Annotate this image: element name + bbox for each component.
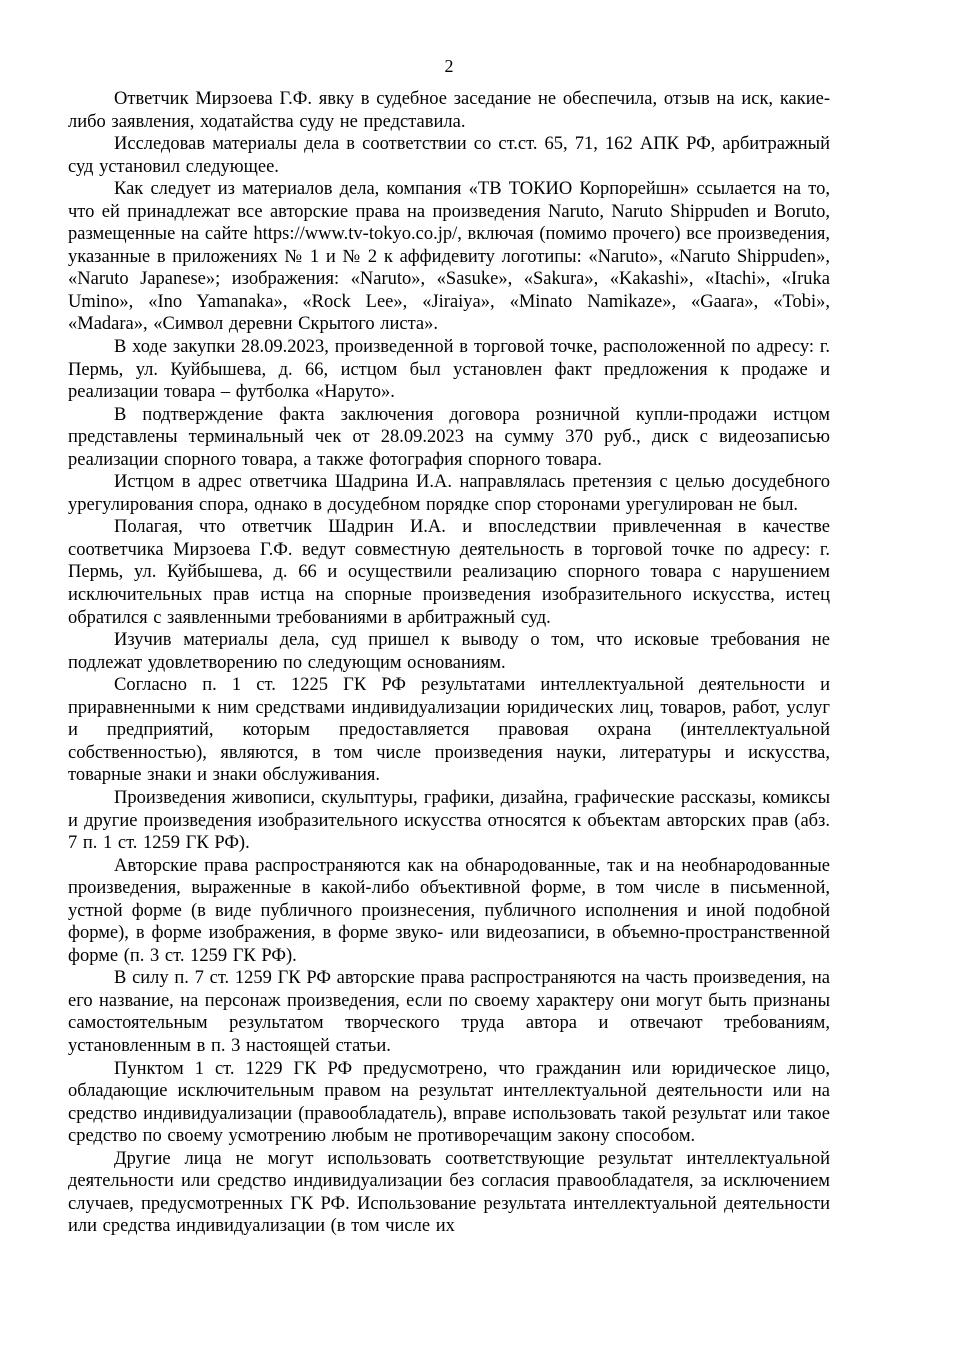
paragraph-gk-1229: Пунктом 1 ст. 1229 ГК РФ предусмотрено, что гражданин или юридическое лицо, обладающие исключительным правом на результат интеллектуальной деятельности или на средство индивидуализации (правообладатель), вправе использовать такой результат или такое средство по своему усмотрению любым не противоречащим закону способом. [68,1058,830,1147]
paragraph-gk-1259-p7: В силу п. 7 ст. 1259 ГК РФ авторские права распространяются на часть произведения, на его название, на персонаж произведения, если по своему характеру они могут быть признаны самостоятельным результатом творческого труда автора и отвечают требованиям, установленным в п. 3 настоящей статьи. [68,968,830,1056]
paragraph-court-examined: Исследовав материалы дела в соответствии со ст.ст. 65, 71, 162 АПК РФ, арбитражный суд установил следующее. [68,134,830,177]
paragraph-art-objects: Произведения живописи, скульптуры, графики, дизайна, графические рассказы, комиксы и другие произведения изобразительного искусства относятся к объектам авторских прав (абз. 7 п. 1 ст. 1259 ГК РФ). [68,787,830,854]
paragraph-purchase-evidence: В подтверждение факта заключения договора розничной купли-продажи истцом представлены терминальный чек от 28.09.2023 на сумму 370 руб., диск с видеозаписью реализации спорного товара, а также фотография спорного товара. [68,404,830,470]
paragraph-tv-tokyo-claims: Как следует из материалов дела, компания «ТВ ТОКИО Корпорейшн» ссылается на то, что ей принадлежат все авторские права на произведения Naruto, Naruto Shippuden и Boruto, размещенные на сайте https://www.tv-tokyo.co.jp/, включая (помимо прочего) все произведения, указанные в приложениях № 1 и № 2 к аффидевиту логотипы: «Naruto», «Naruto Shippuden», «Naruto Japanese»; изображения: «Naruto», «Sasuke», «Sakura», «Kakashi», «Itachi», «Iruka Umino», «Ino Yamanaka», «Rock Lee», «Jiraiya», «Minato Namikaze», «Gaara», «Tobi», «Madara», «Символ деревни Скрытого листа». [68,179,830,335]
paragraph-pretrial-claim: Истцом в адрес ответчика Шадрина И.А. направлялась претензия с целью досудебного урегулирования спора, однако в досудебном порядке спор сторонами урегулирован не был. [68,472,830,515]
paragraph-purchase-fact: В ходе закупки 28.09.2023, произведенной в торговой точке, расположенной по адресу: г. Пермь, ул. Куйбышева, д. 66, истцом был установлен факт предложения к продаже и реализации товара – футболка «Наруто». [68,337,830,403]
paragraph-respondent-no-show: Ответчик Мирзоева Г.Ф. явку в судебное заседание не обеспечила, отзыв на иск, какие-либо заявления, ходатайства суду не представила. [68,89,830,132]
paragraph-gk-1259-p3: Авторские права распространяются как на обнародованные, так и на необнародованные произведения, выраженные в какой-либо объективной форме, в том числе в письменной, устной форме (в виде публичного произнесения, публичного исполнения и иной подобной форме), в форме изображения, в форме звуко- или видеозаписи, в объемно-пространственной форме (п. 3 ст. 1259 ГК РФ). [68,855,830,966]
document-body [68,88,830,1238]
paragraph-court-conclusion: Изучив материалы дела, суд пришел к выводу о том, что исковые требования не подлежат удовлетворению по следующим основаниям. [68,630,830,673]
page-number: 2 [444,56,454,76]
paragraph-joint-activity: Полагая, что ответчик Шадрин И.А. и впоследствии привлеченная в качестве соответчика Мирзоева Г.Ф. ведут совместную деятельность в торговой точке по адресу: г. Пермь, ул. Куйбышева, д. 66 и осуществили реализацию спорного товара с нарушением исключительных прав истца на спорные произведения изобразительного искусства, истец обратился с заявленными требованиями в арбитражный суд. [68,517,830,628]
paragraph-other-persons: Другие лица не могут использовать соответствующие результат интеллектуальной деятельности или средство индивидуализации без согласия правообладателя, за исключением случаев, предусмотренных ГК РФ. Использование результата интеллектуальной деятельности или средства индивидуализации (в том числе их [68,1148,830,1237]
paragraph-gk-1225: Согласно п. 1 ст. 1225 ГК РФ результатами интеллектуальной деятельности и приравненными к ним средствами индивидуализации юридических лиц, товаров, работ, услуг и предприятий, которым предоставляется правовая охрана (интеллектуальной собственностью), являются, в том числе произведения науки, литературы и искусства, товарные знаки и знаки обслуживания. [68,675,830,786]
